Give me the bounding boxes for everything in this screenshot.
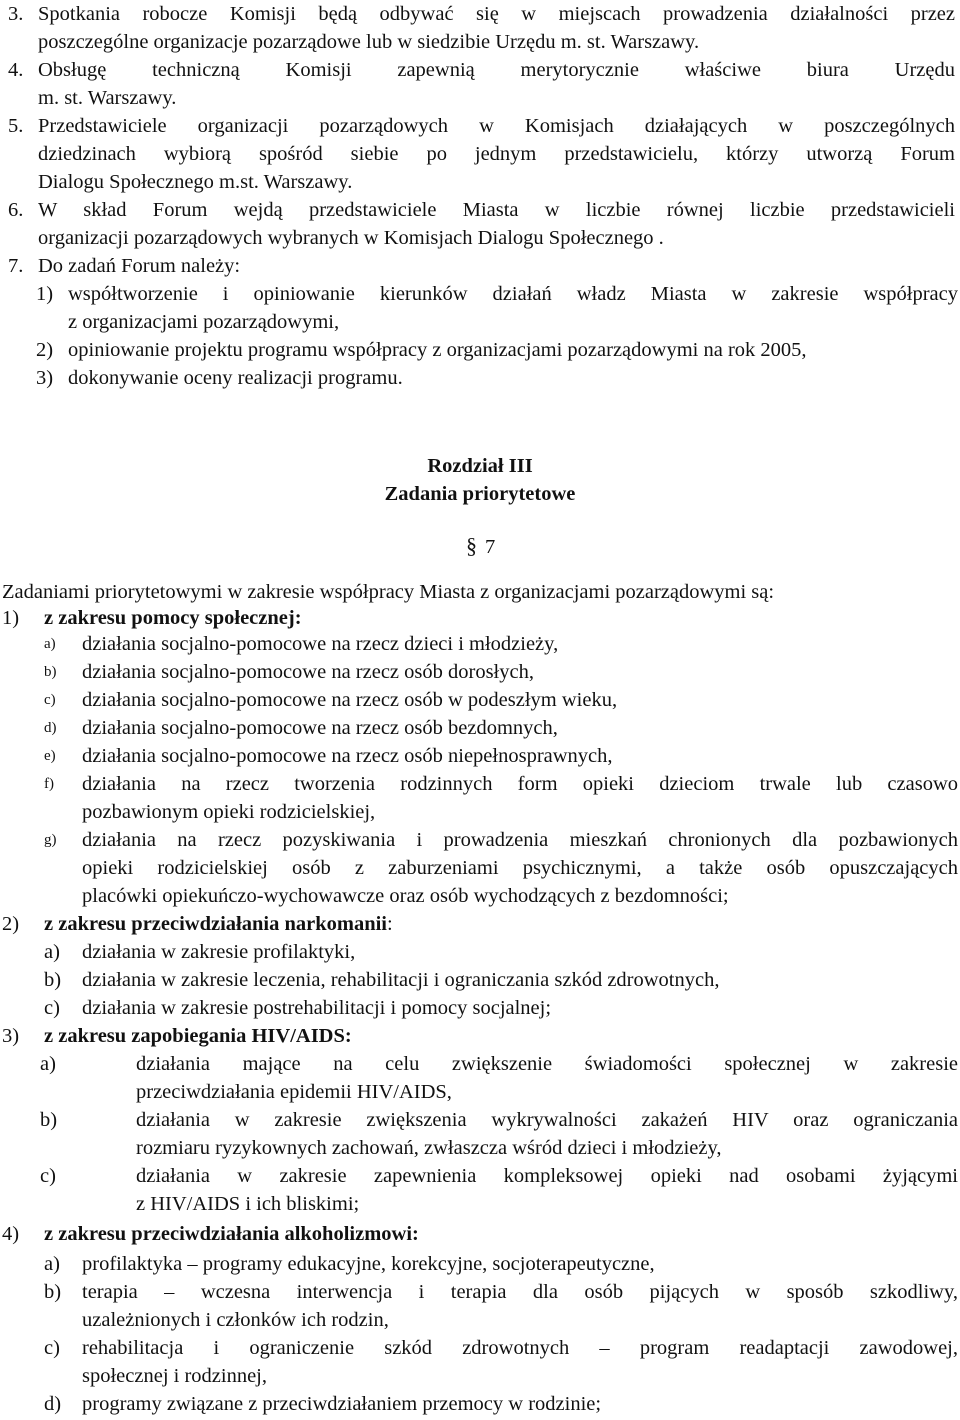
paragraph-line: Przedstawiciele organizacji pozarządowych w Komisjach działających w poszczególnych [38,115,955,137]
paragraph-line: W skład Forum wejdą przedstawiciele Miasta w liczbie równej liczbie przedstawicieli [38,199,955,221]
item-line: działania socjalno-pomocowe na rzecz dzieci i młodzieży, [82,633,559,655]
paragraph-line: Spotkania robocze Komisji będą odbywać się w miejscach prowadzenia działalności przez [38,3,955,25]
item-letter: f) [44,776,54,792]
item-letter: b) [44,969,62,991]
area-number: 3) [2,1025,20,1047]
item-letter: b) [44,664,57,680]
item-letter: e) [44,748,56,764]
item-letter: b) [40,1109,58,1131]
area-title-suffix: : [387,913,393,935]
paragraph-line: Obsługę techniczną Komisji zapewnią merytorycznie właściwe biura Urzędu [38,59,955,81]
item-letter: c) [44,692,56,708]
item-letter: c) [40,1165,56,1187]
item-letter: d) [44,1393,62,1415]
chapter-intro: Zadaniami priorytetowymi w zakresie współpracy Miasta z organizacjami pozarządowymi są: [2,581,775,603]
area-number: 1) [2,607,20,629]
item-letter: a) [44,941,60,963]
item-line: działania na rzecz pozyskiwania i prowadzenia mieszkań chronionych dla pozbawionych [82,829,958,851]
list-item-line: z organizacjami pozarządowymi, [68,311,340,333]
list-number: 1) [36,283,54,305]
list-number: 3) [36,367,54,389]
list-item-line: dokonywanie oceny realizacji programu. [68,367,403,389]
item-line: działania w zakresie zapewnienia kompleksowej opieki nad osobami żyjącymi [136,1165,958,1187]
item-line: działania socjalno-pomocowe na rzecz osób niepełnosprawnych, [82,745,613,767]
item-line: programy związane z przeciwdziałaniem przemocy w rodzinie; [82,1393,602,1415]
section-marker [466,532,495,561]
paragraph-line: m. st. Warszawy. [38,87,177,109]
item-letter: g) [44,832,57,848]
item-letter: b) [44,1281,62,1303]
area-title: z zakresu przeciwdziałania narkomanii [44,913,387,935]
area-number: 2) [2,913,20,935]
list-item-line: współtworzenie i opiniowanie kierunków działań władz Miasta w zakresie współpracy [68,283,958,305]
item-line: działania w zakresie postrehabilitacji i pomocy socjalnej; [82,997,552,1019]
area-title: z zakresu zapobiegania HIV/AIDS: [44,1025,352,1047]
item-line: opieki rodzicielskiej osób z zaburzeniami psychicznymi, a także osób opuszczających [82,857,958,879]
area-title: z zakresu przeciwdziałania alkoholizmowi: [44,1223,419,1245]
item-line: pozbawionym opieki rodzicielskiej, [82,801,376,823]
area-number: 4) [2,1223,20,1245]
section-symbol: § [466,533,477,558]
paragraph-number: 6. [8,199,24,221]
item-line: z HIV/AIDS i ich bliskimi; [136,1193,360,1215]
section-number: 7 [485,536,496,558]
item-line: społecznej i rodzinnej, [82,1365,268,1387]
item-line: przeciwdziałania epidemii HIV/AIDS, [136,1081,452,1103]
paragraph-line: dziedzinach wybiorą spośród siebie po jednym przedstawicielu, którzy utworzą Forum [38,143,955,165]
item-line: działania socjalno-pomocowe na rzecz osób bezdomnych, [82,717,558,739]
item-line: działania socjalno-pomocowe na rzecz osób w podeszłym wieku, [82,689,618,711]
item-letter: d) [44,720,57,736]
item-line: rozmiaru ryzykownych zachowań, zwłaszcza wśród dzieci i młodzieży, [136,1137,722,1159]
item-line: działania w zakresie zwiększenia wykrywalności zakażeń HIV oraz ograniczania [136,1109,958,1131]
paragraph-number: 5. [8,115,24,137]
item-letter: a) [44,636,56,652]
item-line: działania w zakresie leczenia, rehabilitacji i ograniczania szkód zdrowotnych, [82,969,720,991]
item-line: działania na rzecz tworzenia rodzinnych form opieki dzieciom trwale lub czasowo [82,773,958,795]
item-letter: a) [40,1053,56,1075]
list-item-line: opiniowanie projektu programu współpracy z organizacjami pozarządowymi na rok 2005, [68,339,807,361]
item-letter: c) [44,1337,60,1359]
list-number: 2) [36,339,54,361]
paragraph-number: 4. [8,59,24,81]
chapter-title: Rozdział III [427,455,533,477]
item-line: terapia – wczesna interwencja i terapia dla osób pijących w sposób szkodliwy, [82,1281,958,1303]
chapter-subtitle: Zadania priorytetowe [384,483,576,505]
item-line: działania mające na celu zwiększenie świadomości społecznej w zakresie [136,1053,958,1075]
paragraph-number: 7. [8,255,24,277]
paragraph-line: Dialogu Społecznego m.st. Warszawy. [38,171,353,193]
paragraph-number: 3. [8,3,24,25]
item-line: placówki opiekuńczo-wychowawcze oraz osób wychodzących z bezdomności; [82,885,729,907]
paragraph-line: organizacji pozarządowych wybranych w Komisjach Dialogu Społecznego . [38,227,664,249]
item-letter: a) [44,1253,60,1275]
area-title-wrap [44,910,393,938]
item-letter: c) [44,997,60,1019]
area-title: z zakresu pomocy społecznej: [44,607,302,629]
item-line: działania socjalno-pomocowe na rzecz osób dorosłych, [82,661,534,683]
item-line: działania w zakresie profilaktyki, [82,941,356,963]
paragraph-line: Do zadań Forum należy: [38,255,241,277]
paragraph-line: poszczególne organizacje pozarządowe lub w siedzibie Urzędu m. st. Warszawy. [38,31,700,53]
item-line: profilaktyka – programy edukacyjne, korekcyjne, socjoterapeutyczne, [82,1253,655,1275]
item-line: uzależnionych i członków ich rodzin, [82,1309,389,1331]
item-line: rehabilitacja i ograniczenie szkód zdrowotnych – program readaptacji zawodowej, [82,1337,958,1359]
